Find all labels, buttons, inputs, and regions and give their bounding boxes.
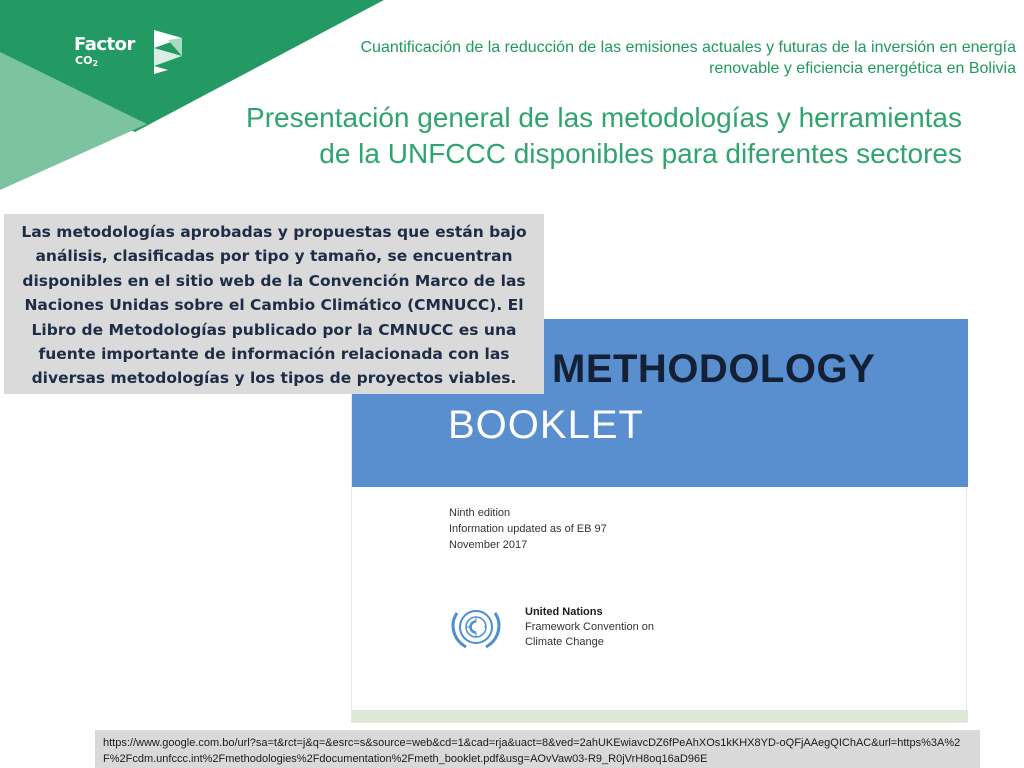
slide-title: [162, 100, 962, 172]
source-url[interactable]: https://www.google.com.bo/url?sa=t&rct=j&q=&esrc=s&source=web&cd=1&cad=rja&uact=8&ved=2ahUKEwiavcDZ6fPeAhXOs1kKHX8YD-oQFjAAegQIChAC&url=https%3A%2F%2Fcdm.unfccc.int%2Fmethodologies%2Fdocumentation%2Fmeth_booklet.pdf&usg=AOvVaw03-R9_R0jVrH8oq16aD96E: [95, 730, 980, 768]
booklet-date: November 2017: [449, 539, 528, 551]
methodology-callout: Las metodologías aprobadas y propuestas que están bajo análisis, clasificadas por tipo y tamaño, se encuentran disponibles en el sitio web de la Convención Marco de las Naciones Unidas sobre el Cambio Climático (CMNUCC). El Libro de Metodologías publicado por la CMNUCC es una fuente importante de información relacionada con las diversas metodologías y los tipos de proyectos viables.: [4, 214, 544, 394]
booklet-heading: METHODOLOGY: [552, 347, 876, 391]
un-emblem-icon: [444, 601, 508, 657]
un-organization: [525, 605, 654, 650]
booklet-edition-info: [449, 505, 607, 553]
un-org-line-2: Framework Convention on: [525, 621, 655, 633]
slide-title-line-1: Presentación general de las metodologías y herramientas: [246, 102, 962, 133]
booklet-footer-strip: [352, 710, 968, 722]
un-org-name: United Nations: [525, 606, 603, 618]
logo-co2: $CO_2$: [75, 54, 99, 68]
booklet-edition: Ninth edition: [449, 507, 511, 519]
booklet-updated: Information updated as of EB 97: [449, 523, 607, 535]
factor-co2-logo-mark-icon: [152, 28, 186, 76]
presentation-subtitle: Cuantificación de la reducción de las emisiones actuales y futuras de la inversión en energía renovable y eficiencia energética en Bolivia: [360, 39, 1016, 77]
factor-co2-logo: [74, 34, 194, 82]
booklet-subheading: BOOKLET: [448, 403, 644, 447]
logo-wordmark: Factor: [74, 34, 135, 55]
slide-title-line-2: de la UNFCCC disponibles para diferentes sectores: [319, 138, 962, 169]
un-org-line-3: Climate Change: [525, 636, 604, 648]
